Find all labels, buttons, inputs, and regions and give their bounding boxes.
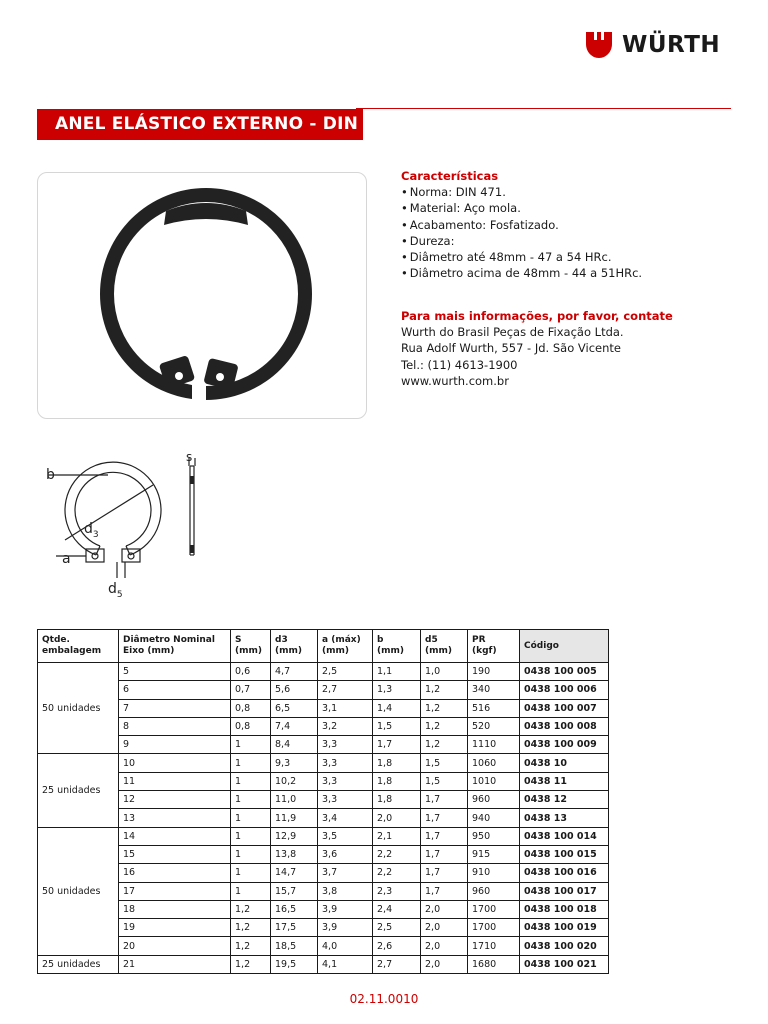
value-cell: 1,2	[421, 681, 468, 699]
contact-company: Wurth do Brasil Peças de Fixação Ltda.	[401, 325, 624, 340]
code-cell: 0438 100 018	[520, 900, 609, 918]
value-cell: 18,5	[271, 937, 318, 955]
table-row	[38, 681, 609, 699]
value-cell: 520	[468, 717, 520, 735]
code-cell: 0438 100 007	[520, 699, 609, 717]
table-header-row	[38, 630, 609, 663]
value-cell: 1,5	[421, 754, 468, 772]
value-cell: 2,4	[373, 900, 421, 918]
value-cell: 3,3	[318, 754, 373, 772]
value-cell: 1,7	[421, 864, 468, 882]
value-cell: 12	[119, 791, 231, 809]
contact-website[interactable]: www.wurth.com.br	[401, 373, 509, 388]
col-header-a: a (máx) (mm)	[318, 630, 373, 663]
value-cell: 13	[119, 809, 231, 827]
code-cell: 0438 100 015	[520, 845, 609, 863]
value-cell: 3,9	[318, 900, 373, 918]
value-cell: 3,3	[318, 791, 373, 809]
value-cell: 3,7	[318, 864, 373, 882]
value-cell: 2,0	[421, 919, 468, 937]
characteristic-item: • Dureza:	[401, 233, 741, 249]
code-cell: 0438 100 017	[520, 882, 609, 900]
value-cell: 1,8	[373, 772, 421, 790]
table-body	[38, 663, 609, 974]
value-cell: 0,7	[231, 681, 271, 699]
value-cell: 950	[468, 827, 520, 845]
value-cell: 960	[468, 882, 520, 900]
value-cell: 10,2	[271, 772, 318, 790]
table-row	[38, 919, 609, 937]
value-cell: 14,7	[271, 864, 318, 882]
value-cell: 2,5	[373, 919, 421, 937]
header-rule	[356, 108, 731, 109]
value-cell: 5,6	[271, 681, 318, 699]
contact-address: Rua Adolf Wurth, 557 - Jd. São Vicente	[401, 341, 621, 356]
value-cell: 2,0	[421, 937, 468, 955]
contact-heading: Para mais informações, por favor, contate	[401, 309, 673, 323]
value-cell: 1,2	[421, 717, 468, 735]
value-cell: 17	[119, 882, 231, 900]
value-cell: 7,4	[271, 717, 318, 735]
value-cell: 2,0	[421, 955, 468, 973]
characteristic-item: • Acabamento: Fosfatizado.	[401, 217, 741, 233]
value-cell: 0,6	[231, 663, 271, 681]
title-bar	[37, 109, 401, 140]
characteristic-item: • Norma: DIN 471.	[401, 184, 741, 200]
code-cell: 0438 100 014	[520, 827, 609, 845]
value-cell: 1,7	[421, 882, 468, 900]
col-header-code: Código	[520, 630, 609, 663]
value-cell: 2,2	[373, 864, 421, 882]
value-cell: 1010	[468, 772, 520, 790]
value-cell: 16	[119, 864, 231, 882]
value-cell: 1,7	[421, 845, 468, 863]
value-cell: 915	[468, 845, 520, 863]
value-cell: 19	[119, 919, 231, 937]
qty-cell: 50 unidades	[38, 663, 119, 754]
value-cell: 5	[119, 663, 231, 681]
value-cell: 516	[468, 699, 520, 717]
label-a: a	[62, 551, 71, 567]
value-cell: 1,2	[231, 955, 271, 973]
value-cell: 1,1	[373, 663, 421, 681]
value-cell: 1700	[468, 919, 520, 937]
value-cell: 18	[119, 900, 231, 918]
value-cell: 3,1	[318, 699, 373, 717]
value-cell: 3,9	[318, 919, 373, 937]
table-row	[38, 864, 609, 882]
product-photo	[37, 172, 367, 419]
value-cell: 15,7	[271, 882, 318, 900]
qty-cell: 25 unidades	[38, 754, 119, 827]
value-cell: 340	[468, 681, 520, 699]
code-cell: 0438 100 009	[520, 736, 609, 754]
wurth-logo	[584, 30, 734, 64]
value-cell: 2,7	[373, 955, 421, 973]
table-row	[38, 663, 609, 681]
table-row	[38, 754, 609, 772]
col-header-d3: d3 (mm)	[271, 630, 318, 663]
value-cell: 1,5	[421, 772, 468, 790]
value-cell: 8	[119, 717, 231, 735]
value-cell: 910	[468, 864, 520, 882]
col-header-qty: Qtde. embalagem	[38, 630, 119, 663]
code-cell: 0438 100 016	[520, 864, 609, 882]
label-d5: $d_5$	[108, 581, 123, 600]
label-s: s	[186, 450, 193, 464]
value-cell: 1710	[468, 937, 520, 955]
value-cell: 3,5	[318, 827, 373, 845]
value-cell: 2,2	[373, 845, 421, 863]
value-cell: 4,7	[271, 663, 318, 681]
value-cell: 1,5	[373, 717, 421, 735]
value-cell: 2,5	[318, 663, 373, 681]
value-cell: 1680	[468, 955, 520, 973]
value-cell: 1,2	[421, 736, 468, 754]
value-cell: 19,5	[271, 955, 318, 973]
table-row	[38, 937, 609, 955]
value-cell: 3,3	[318, 772, 373, 790]
value-cell: 2,0	[373, 809, 421, 827]
value-cell: 3,6	[318, 845, 373, 863]
value-cell: 8,4	[271, 736, 318, 754]
value-cell: 2,3	[373, 882, 421, 900]
value-cell: 1	[231, 809, 271, 827]
value-cell: 1060	[468, 754, 520, 772]
value-cell: 1,7	[373, 736, 421, 754]
wurth-logo-mark-icon	[584, 30, 614, 60]
value-cell: 1	[231, 827, 271, 845]
code-cell: 0438 13	[520, 809, 609, 827]
value-cell: 0,8	[231, 699, 271, 717]
value-cell: 9,3	[271, 754, 318, 772]
value-cell: 1,8	[373, 791, 421, 809]
technical-diagram	[38, 450, 228, 604]
code-cell: 0438 12	[520, 791, 609, 809]
brand-name: WÜRTH	[622, 32, 721, 58]
code-cell: 0438 100 008	[520, 717, 609, 735]
table-row	[38, 845, 609, 863]
code-cell: 0438 11	[520, 772, 609, 790]
table-row	[38, 717, 609, 735]
characteristics-heading: Características	[401, 169, 499, 183]
characteristic-item: • Diâmetro acima de 48mm - 44 a 51HRc.	[401, 265, 741, 281]
value-cell: 11,0	[271, 791, 318, 809]
table-row	[38, 791, 609, 809]
value-cell: 1	[231, 736, 271, 754]
value-cell: 3,4	[318, 809, 373, 827]
page-code: 02.11.0010	[349, 992, 419, 1006]
characteristic-item: • Diâmetro até 48mm - 47 a 54 HRc.	[401, 249, 741, 265]
product-table	[37, 629, 609, 974]
contact-phone: Tel.: (11) 4613-1900	[401, 357, 518, 372]
value-cell: 4,1	[318, 955, 373, 973]
value-cell: 14	[119, 827, 231, 845]
label-d3: $d_3$	[84, 521, 99, 540]
value-cell: 20	[119, 937, 231, 955]
characteristic-item: • Material: Aço mola.	[401, 200, 741, 216]
table-row	[38, 809, 609, 827]
value-cell: 7	[119, 699, 231, 717]
value-cell: 21	[119, 955, 231, 973]
value-cell: 1,2	[231, 937, 271, 955]
value-cell: 3,2	[318, 717, 373, 735]
value-cell: 1,4	[373, 699, 421, 717]
col-header-b: b (mm)	[373, 630, 421, 663]
value-cell: 1,7	[421, 827, 468, 845]
value-cell: 15	[119, 845, 231, 863]
value-cell: 1,2	[421, 699, 468, 717]
value-cell: 1	[231, 882, 271, 900]
value-cell: 13,8	[271, 845, 318, 863]
code-cell: 0438 100 006	[520, 681, 609, 699]
value-cell: 4,0	[318, 937, 373, 955]
table-row	[38, 736, 609, 754]
value-cell: 1,0	[421, 663, 468, 681]
value-cell: 12,9	[271, 827, 318, 845]
value-cell: 3,3	[318, 736, 373, 754]
label-b: b	[46, 467, 55, 483]
table-row	[38, 955, 609, 973]
table-row	[38, 900, 609, 918]
col-header-pr: PR (kgf)	[468, 630, 520, 663]
code-cell: 0438 100 019	[520, 919, 609, 937]
table-row	[38, 772, 609, 790]
characteristics-section	[401, 168, 741, 281]
col-header-s: S (mm)	[231, 630, 271, 663]
value-cell: 190	[468, 663, 520, 681]
qty-cell: 50 unidades	[38, 827, 119, 955]
value-cell: 1	[231, 754, 271, 772]
value-cell: 1	[231, 864, 271, 882]
code-cell: 0438 100 021	[520, 955, 609, 973]
value-cell: 6	[119, 681, 231, 699]
value-cell: 1700	[468, 900, 520, 918]
table-row	[38, 882, 609, 900]
code-cell: 0438 100 020	[520, 937, 609, 955]
value-cell: 0,8	[231, 717, 271, 735]
col-header-d5: d5 (mm)	[421, 630, 468, 663]
value-cell: 6,5	[271, 699, 318, 717]
value-cell: 17,5	[271, 919, 318, 937]
value-cell: 1,8	[373, 754, 421, 772]
code-cell: 0438 10	[520, 754, 609, 772]
value-cell: 2,1	[373, 827, 421, 845]
value-cell: 1	[231, 845, 271, 863]
value-cell: 3,8	[318, 882, 373, 900]
value-cell: 2,0	[421, 900, 468, 918]
value-cell: 11,9	[271, 809, 318, 827]
value-cell: 16,5	[271, 900, 318, 918]
table-row	[38, 827, 609, 845]
value-cell: 2,6	[373, 937, 421, 955]
value-cell: 960	[468, 791, 520, 809]
value-cell: 1,2	[231, 919, 271, 937]
code-cell: 0438 100 005	[520, 663, 609, 681]
col-header-diameter: Diâmetro Nominal Eixo (mm)	[119, 630, 231, 663]
value-cell: 1	[231, 772, 271, 790]
value-cell: 10	[119, 754, 231, 772]
page-title: ANEL ELÁSTICO EXTERNO - DIN 471	[55, 114, 401, 134]
value-cell: 1,2	[231, 900, 271, 918]
circlip-dimension-diagram-icon	[38, 450, 228, 600]
value-cell: 1,7	[421, 791, 468, 809]
value-cell: 1,7	[421, 809, 468, 827]
circlip-photo-icon	[38, 173, 366, 418]
value-cell: 1,3	[373, 681, 421, 699]
qty-cell: 25 unidades	[38, 955, 119, 973]
value-cell: 11	[119, 772, 231, 790]
table-row	[38, 699, 609, 717]
value-cell: 2,7	[318, 681, 373, 699]
value-cell: 1	[231, 791, 271, 809]
contact-section	[401, 308, 741, 389]
value-cell: 1110	[468, 736, 520, 754]
value-cell: 9	[119, 736, 231, 754]
value-cell: 940	[468, 809, 520, 827]
